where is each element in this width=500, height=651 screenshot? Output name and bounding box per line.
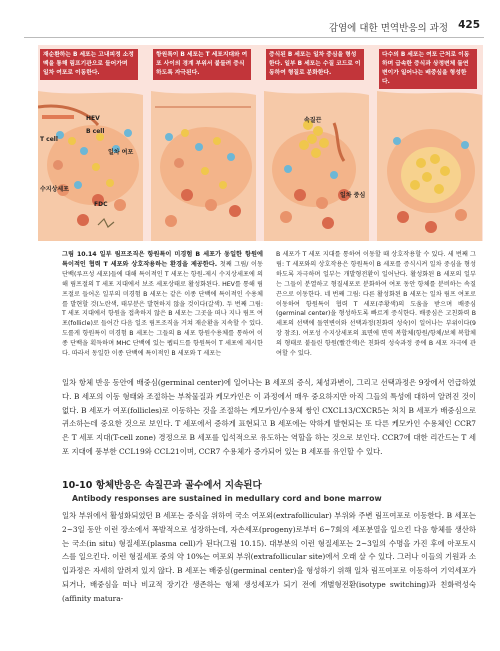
section-title: 10-10 항체반응은 속질끈과 골수에서 지속된다 bbox=[62, 480, 262, 491]
label-primary-focus: 일차 중심 bbox=[340, 192, 366, 199]
figure-panel-1 bbox=[38, 45, 143, 241]
legend-column-1 bbox=[62, 250, 263, 359]
figure-panel-4 bbox=[377, 45, 482, 241]
panel-4-caption: 다수의 B 세포는 여포 근처로 이동하며 급속한 증식과 상정변체 돌연변이가 일어나는 배중심을 형성한다. bbox=[379, 49, 477, 89]
body-paragraph-2: 일차 부위에서 활성화되었던 B 세포는 증식을 위하여 국소 여포외(extrafollicular) 부위와 주변 림프여포로 이동한다. B 세포는 2~3일 동안 이런 장소에서 폭발적으로 성장하는데, 자손세포(progeny)로부터 6~7회의 세포분열을 일으킨 다음 항체를 생산하는 국소(in situ) 형질세포(plasma cell)가 된다(그림 10.15). 대부분의 이런 형질세포는 2~3일의 수명을 가진 후에 아포토시스를 일으킨다. 이런 형질세포 중의 약 10%는 여포외 부위(extrafollicular site)에서 오래 살 수 있다. 그러나 이들의 기원과 소입과정은 자세히 알려져 있지 않다. B 세포는 배중심(germinal center)을 형성하기 위해 일차 림프여포로 이동하여 기억세포가 되거나, 배중심을 떠나 비교적 장기간 생존하는 형체 생성세포가 되기 전에 개별형전환(isotype switching)과 친화력성숙(affinity matura- bbox=[62, 511, 476, 603]
label-hev: HEV bbox=[86, 115, 100, 122]
page-number: 425 bbox=[458, 19, 480, 31]
figure-panel-3 bbox=[264, 45, 369, 241]
legend-column-2 bbox=[276, 250, 476, 359]
label-primary-follicle: 일차 여포 bbox=[108, 149, 134, 156]
legend-text-1: 첫째 그림/ 이동 단백(루프성 세포)들에 대해 특이적인 T 세포는 항원-제시 수지상세포에 의해 림프절의 T 세포 지대에서 보조 세포상태로 활성화된다. HEV를 통해 림프절로 들어온 일부의 미경험 B 세포는 같은 이종 단백에 특이적인 수용체를 발현할 것(노란색, 태부분은 발현하지 않을 것이다(갈색). 두 번째 그림: T 세포 지대에서 항원을 접촉하지 않은 B 세포는 그곳을 떠나 지나 림프 여포(follicle)로 들어간 다음 일조 림프조직을 거쳐 재순환을 지속할 수 있다. 도롤게 항원특이 미경험 B 세포는 그들의 B 세포 항원수용체를 통하여 이종 단백을 획득하며 MHC 단백에 있는 펩티드를 항원특이 T 세포에 제시한다. 따라서 동일한 이종 단백에 특이적인 B 세포와 T 세포는 bbox=[62, 260, 263, 358]
panel-3-caption: 증식된 B 세포는 일차 중심을 형성한다. 일부 B 세포는 수질 코드로 이동하여 형질로 분화한다. bbox=[266, 49, 364, 80]
figure-panel-2 bbox=[151, 45, 256, 241]
section-heading bbox=[62, 477, 476, 503]
section-subtitle: Antibody responses are sustained in medullary cord and bone marrow bbox=[72, 494, 382, 503]
panel-1-caption: 재순환하는 B 세포는 고내피정 소정맥을 통해 림프기관으로 들어가며 일차 여포로 이동한다. bbox=[40, 49, 138, 80]
label-dendritic-cell: 수지상세포 bbox=[40, 186, 69, 193]
body-paragraph-1: 일차 항체 반응 동안에 배중심(germinal center)에 일어나는 B 세포의 증식, 체성과변이, 그리고 선택과정은 9장에서 언급하였다. B 세포의 이동 형태와 조절하는 부착물질과 케모카인은 이 과정에서 매우 중요하지만 아직 그들의 특성에 대하여 알려진 것이 없다. B 세포가 여포(follicles)로 이동하는 것을 조절하는 케모카인/수용체 쌍인 CXCL13/CXCR5는 처치 B 세포가 배중심으로 귀소하는데 중요한 것으로 보인다. T 세포에서 증하게 표현되고 B 세포에는 약하게 발현되는 또 다른 케모카인 수용체인 CCR7은 T 세포 지대(T-cell zone) 경정으로 B 세포를 입석적으로 유도하는 역할을 하는 것으로 보인다. CCR7에 대한 리간드는 T 세포 지대에 풍부한 CCL19와 CCL21이며, CCR7 수용체가 증가되어 있는 B 세포를 유인할 수 있다. bbox=[62, 378, 476, 456]
label-fdc: FDC bbox=[94, 201, 108, 208]
running-header bbox=[0, 20, 500, 36]
header-rule bbox=[24, 37, 484, 38]
label-b-cell: B cell bbox=[86, 128, 105, 135]
legend-title: 그림 10.14 일부 림프조직은 항원특이 미경험 B 세포가 동일한 항원에 특이적인 협력 T 세포와 상호작용하는 환경을 제공한다. bbox=[62, 251, 263, 268]
panel-2-caption: 항원특이 B 세포는 T 세포지대와 여포 사이의 경계 부위서 붙들려 증식하도록 자극된다. bbox=[153, 49, 251, 80]
running-title: 감염에 대한 면역반응의 과정 bbox=[328, 23, 448, 34]
label-t-cell: T cell bbox=[40, 136, 58, 143]
figure-10-14 bbox=[38, 45, 483, 241]
legend-text-2: B 세포가 T 세포 지대를 통하여 이동할 때 상호작용할 수 있다. 세 번째 그림: T 세포와의 상호작용은 항원특이 B 세포를 증식시켜 일차 중심을 형성하도록 자극하며 일부는 개발형전환이 일어난다. 활성화된 B 세포의 일부는 그들이 분열하고 형질세포로 분화하여 여포 동안 항체를 분비하는 속질끈으로 이동한다. 네 번째 그림: 다른 활성화된 B 세포는 일차 림프 여포로 이동하여 항원특이 협력 T 세포(주황색)의 도움을 받으며 배중심(germinal center)을 형성하도록 빠르게 증식한다. 배중심은 고친화력 B 세포의 선택에 돌연변이와 선택과정(친화력 성숙)이 일어나는 부위이다(9장 참조). 여포성 수지상세포의 표면에 면역 복합체(항원/항체/보체 복합체의 형태로 붙들린 항원(빨간색)은 친화력 성숙과정 중에 B 세포 자극에 관여할 수 있다. bbox=[276, 251, 476, 358]
label-medulla: 속질끈 bbox=[304, 117, 322, 124]
